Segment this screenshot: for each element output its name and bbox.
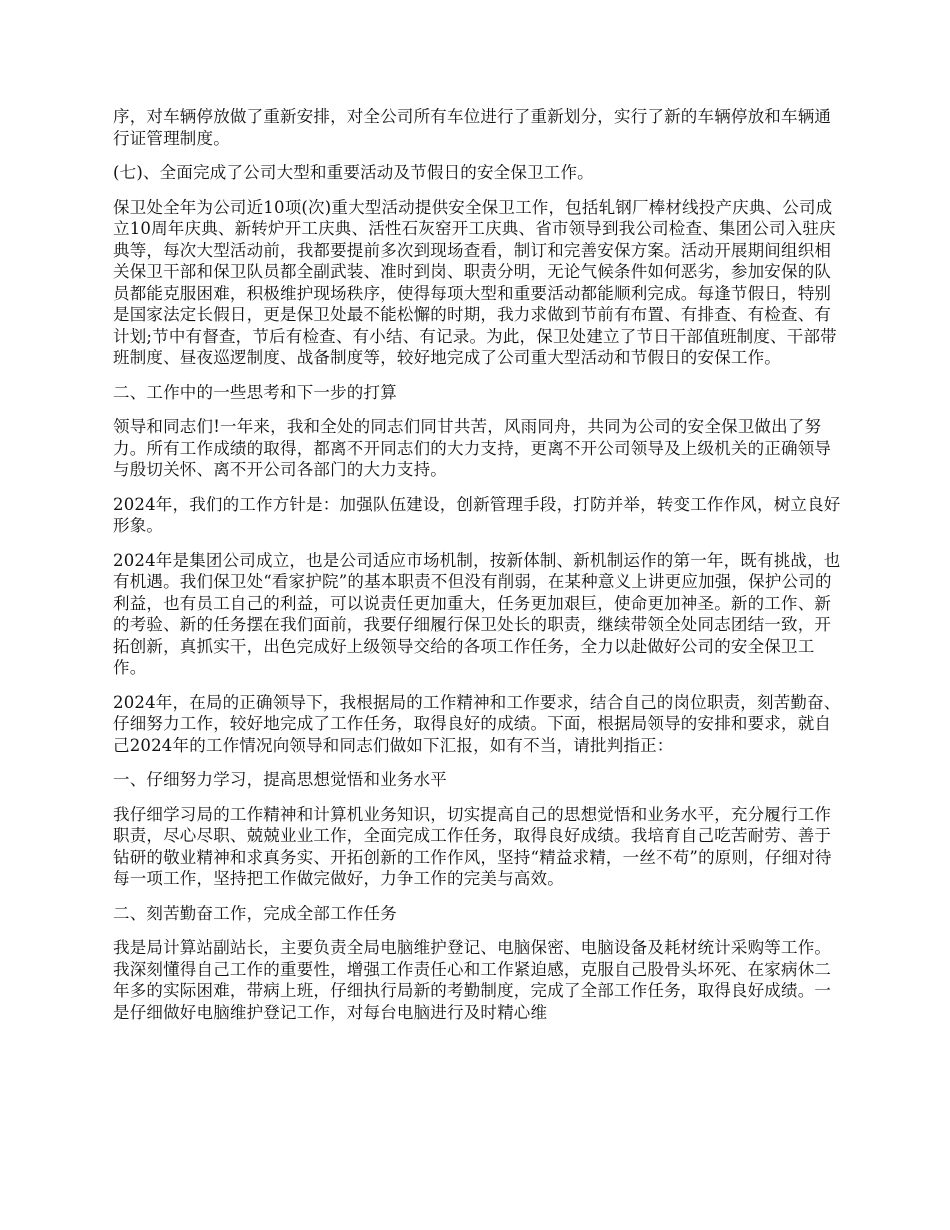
paragraph-study: 我仔细学习局的工作精神和计算机业务知识，切实提高自己的思想觉悟和业务水平，充分履行工作职责，尽心尽职、兢兢业业工作，全面完成工作任务，取得良好成绩。我培育自己吃苦耐劳、善于钻研的敬业精神和求真务实、开拓创新的工作作风，坚持“精益求精，一丝不苟”的原则，仔细对待每一项工作，坚持把工作做完做好，力争工作的完美与高效。 [113,804,832,888]
paragraph-parking-arrangement: 序，对车辆停放做了重新安排，对全公司所有车位进行了重新划分，实行了新的车辆停放和车辆通行证管理制度。 [113,107,832,148]
paragraph-report-intro: 2024年，在局的正确领导下，我根据局的工作精神和工作要求，结合自己的岗位职责，刻苦勤奋、仔细努力工作，较好地完成了工作任务，取得良好的成绩。下面，根据局领导的安排和要求，就自己2024年的工作情况向领导和同志们做如下汇报，如有不当，请批判指正： [113,692,841,755]
paragraph-work-tasks: 我是局计算站副站长，主要负责全局电脑维护登记、电脑保密、电脑设备及耗材统计采购等工作。我深刻懂得自己工作的重要性，增强工作责任心和工作紧迫感，克服自己股骨头坏死、在家病休二年多的实际困难，带病上班，仔细执行局新的考勤制度，完成了全部工作任务，取得良好成绩。一是仔细做好电脑维护登记工作，对每台电脑进行及时精心维 [113,938,832,1022]
paragraph-thanks: 领导和同志们!一年来，我和全处的同志们同甘共苦，风雨同舟，共同为公司的安全保卫做出了努力。所有工作成绩的取得，都离不开同志们的大力支持，更离不开公司领导及上级机关的正确领导与殷切关怀、离不开公司各部门的大力支持。 [113,417,832,479]
document-page [113,106,843,1036]
paragraph-first-year: 2024年是集团公司成立，也是公司适应市场机制，按新体制、新机制运作的第一年，既有挑战，也有机遇。我们保卫处“看家护院”的基本职责不但没有削弱，在某种意义上讲更应加强，保护公司的利益，也有员工自己的利益，可以说责任更加重大，任务更加艰巨，使命更加神圣。新的工作、新的考验、新的任务摆在我们面前，我要仔细履行保卫处长的职责，继续带领全处同志团结一致，开拓创新，真抓实干，出色完成好上级领导交给的各项工作任务，全力以赴做好公司的安全保卫工作。 [113,550,841,677]
section-heading-reflections-plans: 二、工作中的一些思考和下一步的打算 [113,382,397,402]
paragraph-work-policy: 2024年，我们的工作方针是：加强队伍建设，创新管理手段，打防并举，转变工作作风，树立良好形象。 [113,494,841,535]
section-heading-work-tasks: 二、刻苦勤奋工作，完成全部工作任务 [113,903,397,923]
section-heading-events-security: (七)、全面完成了公司大型和重要活动及节假日的安全保卫工作。 [113,163,594,182]
paragraph-events-security: 保卫处全年为公司近10项(次)重大型活动提供安全保卫工作，包括轧钢厂棒材线投产庆典、公司成立10周年庆典、新转炉开工庆典、活性石灰窑开工庆典、省市领导到我公司检查、集团公司入驻庆典等，每次大型活动前，我都要提前多次到现场查看，制订和完善安保方案。活动开展期间组织相关保卫干部和保卫队员都全副武装、准时到岗、职责分明，无论气候条件如何恶劣，参加安保的队员都能克服困难，积极维护现场秩序，使得每项大型和重要活动都能顺利完成。每逢节假日，特别是国家法定长假日，更是保卫处最不能松懈的时期，我力求做到节前有布置、有排查、有检查、有计划;节中有督查，节后有检查、有小结、有记录。为此，保卫处建立了节日干部值班制度、干部带班制度、昼夜巡逻制度、战备制度等，较好地完成了公司重大型活动和节假日的安保工作。 [113,197,837,367]
section-heading-study: 一、仔细努力学习，提高思想觉悟和业务水平 [113,770,447,789]
